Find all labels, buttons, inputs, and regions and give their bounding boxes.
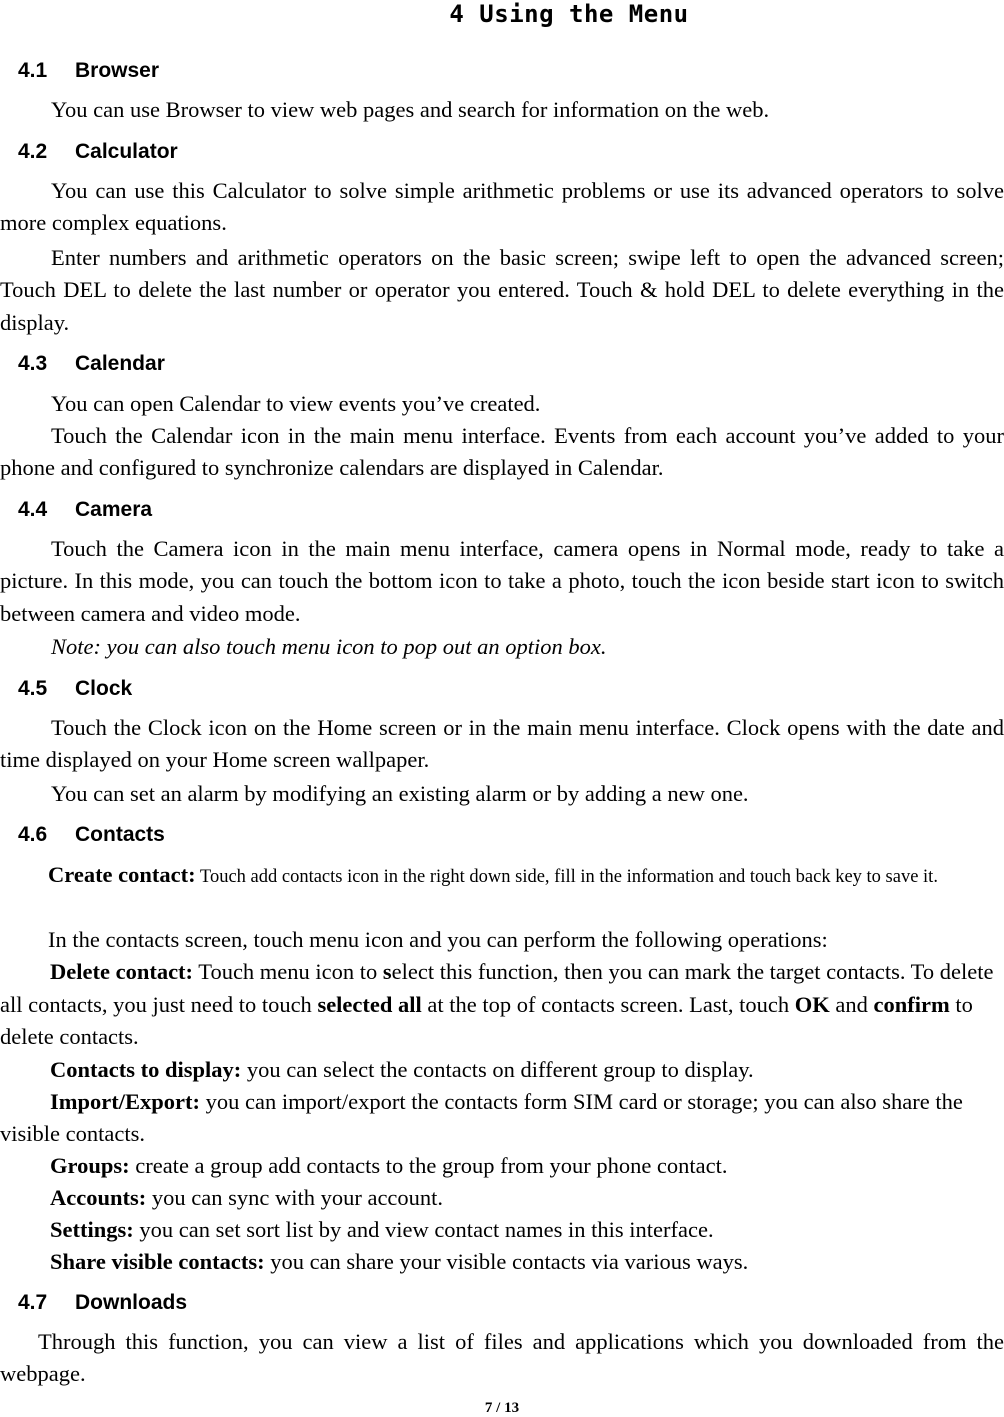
section-number: 4.3 <box>18 352 48 375</box>
contacts-share <box>0 1246 1004 1278</box>
section-title: Downloads <box>75 1291 188 1314</box>
section-title: Clock <box>75 677 133 700</box>
section-heading-camera <box>18 498 152 522</box>
section-number: 4.1 <box>18 59 48 82</box>
accounts-label: Accounts: <box>50 1185 147 1210</box>
calculator-paragraph-2: Enter numbers and arithmetic operators on the basic screen; swipe left to open the advanced screen; Touch DEL to delete the last number or operator you entered. Touch & hold DEL to delete everything in the display. <box>0 245 1004 335</box>
contacts-create <box>0 859 1004 893</box>
page-number: 7 / 13 <box>484 1400 520 1416</box>
contacts-to-display-text: you can select the contacts on different group to display. <box>241 1057 754 1082</box>
share-visible-contacts-text: you can share your visible contacts via various ways. <box>264 1249 749 1274</box>
groups-label: Groups: <box>50 1153 130 1178</box>
create-contact-label: Create contact: <box>48 862 196 887</box>
section-title: Camera <box>75 498 153 521</box>
ok-label: OK <box>794 991 830 1017</box>
section-number: 4.6 <box>18 823 48 846</box>
clock-paragraph-2: You can set an alarm by modifying an existing alarm or by adding a new one. <box>51 781 749 806</box>
clock-paragraph-1: Touch the Clock icon on the Home screen or in the main menu interface. Clock opens with the date and time displayed on your Home screen wallpaper. <box>0 715 1004 773</box>
settings-label: Settings: <box>50 1217 134 1242</box>
delete-text: and <box>829 991 874 1017</box>
contacts-settings <box>0 1214 1004 1246</box>
section-title: Calculator <box>75 140 178 163</box>
delete-text: to delete contacts. <box>0 991 973 1049</box>
contacts-groups <box>0 1150 1004 1182</box>
contacts-to-display-label: Contacts to display: <box>50 1057 242 1082</box>
import-export-label: Import/Export: <box>50 1089 200 1114</box>
contacts-delete <box>0 956 1004 1054</box>
section-title: Contacts <box>75 823 165 846</box>
section-number: 4.7 <box>18 1291 48 1314</box>
settings-text: you can set sort list by and view contact names in this interface. <box>133 1217 714 1242</box>
delete-bold-s: s <box>382 959 392 984</box>
browser-paragraph: You can use Browser to view web pages and search for information on the web. <box>51 97 770 122</box>
section-heading-contacts <box>18 823 165 847</box>
calendar-paragraph-1: You can open Calendar to view events you’ve created. <box>51 391 541 416</box>
calendar-paragraph-2: Touch the Calendar icon in the main menu interface. Events from each account you’ve added to your phone and configured to synchronize calendars are displayed in Calendar. <box>0 423 1004 481</box>
accounts-text: you can sync with your account. <box>146 1185 444 1210</box>
groups-text: create a group add contacts to the group from your phone contact. <box>129 1153 728 1178</box>
section-heading-browser <box>18 59 159 83</box>
contacts-display <box>0 1054 1004 1086</box>
section-heading-calendar <box>18 352 165 376</box>
delete-text: at the top of contacts screen. Last, touch <box>421 991 795 1017</box>
section-title: Browser <box>75 59 160 82</box>
section-number: 4.2 <box>18 140 48 163</box>
section-heading-calculator <box>18 140 178 164</box>
contacts-intro: In the contacts screen, touch menu icon and you can perform the following operations: <box>48 927 828 952</box>
contacts-accounts <box>0 1182 1004 1214</box>
confirm-label: confirm <box>873 991 950 1017</box>
camera-paragraph: Touch the Camera icon in the main menu interface, camera opens in Normal mode, ready to take a picture. In this mode, you can touch the bottom icon to take a photo, touch the icon beside start icon to switch between camera and video mode. <box>0 536 1004 626</box>
section-heading-downloads <box>18 1291 187 1315</box>
delete-text: elect this function, then you can mark the target contacts. To delete all contacts, you just need to touch <box>0 959 994 1017</box>
section-number: 4.4 <box>18 498 48 521</box>
import-export-text: you can import/export the contacts form SIM card or storage; you can also share the visible contacts. <box>0 1089 963 1147</box>
calculator-paragraph-1: You can use this Calculator to solve simple arithmetic problems or use its advanced operators to solve more complex equations. <box>0 178 1004 236</box>
downloads-paragraph: Through this function, you can view a list of files and applications which you downloaded from the webpage. <box>0 1329 1004 1387</box>
section-heading-clock <box>18 677 132 701</box>
contacts-import-export <box>0 1086 1004 1151</box>
section-title: Calendar <box>75 352 165 375</box>
delete-text: Touch menu icon to <box>193 959 383 984</box>
camera-note: Note: you can also touch menu icon to pop out an option box. <box>51 634 607 659</box>
create-contact-text: Touch add contacts icon in the right down side, fill in the information and touch back key to save it. <box>195 867 938 887</box>
selected-all-label: selected all <box>317 991 422 1017</box>
section-number: 4.5 <box>18 677 48 700</box>
page-title: 4 Using the Menu <box>449 0 689 28</box>
delete-contact-label: Delete contact: <box>50 959 194 984</box>
share-visible-contacts-label: Share visible contacts: <box>50 1249 265 1274</box>
